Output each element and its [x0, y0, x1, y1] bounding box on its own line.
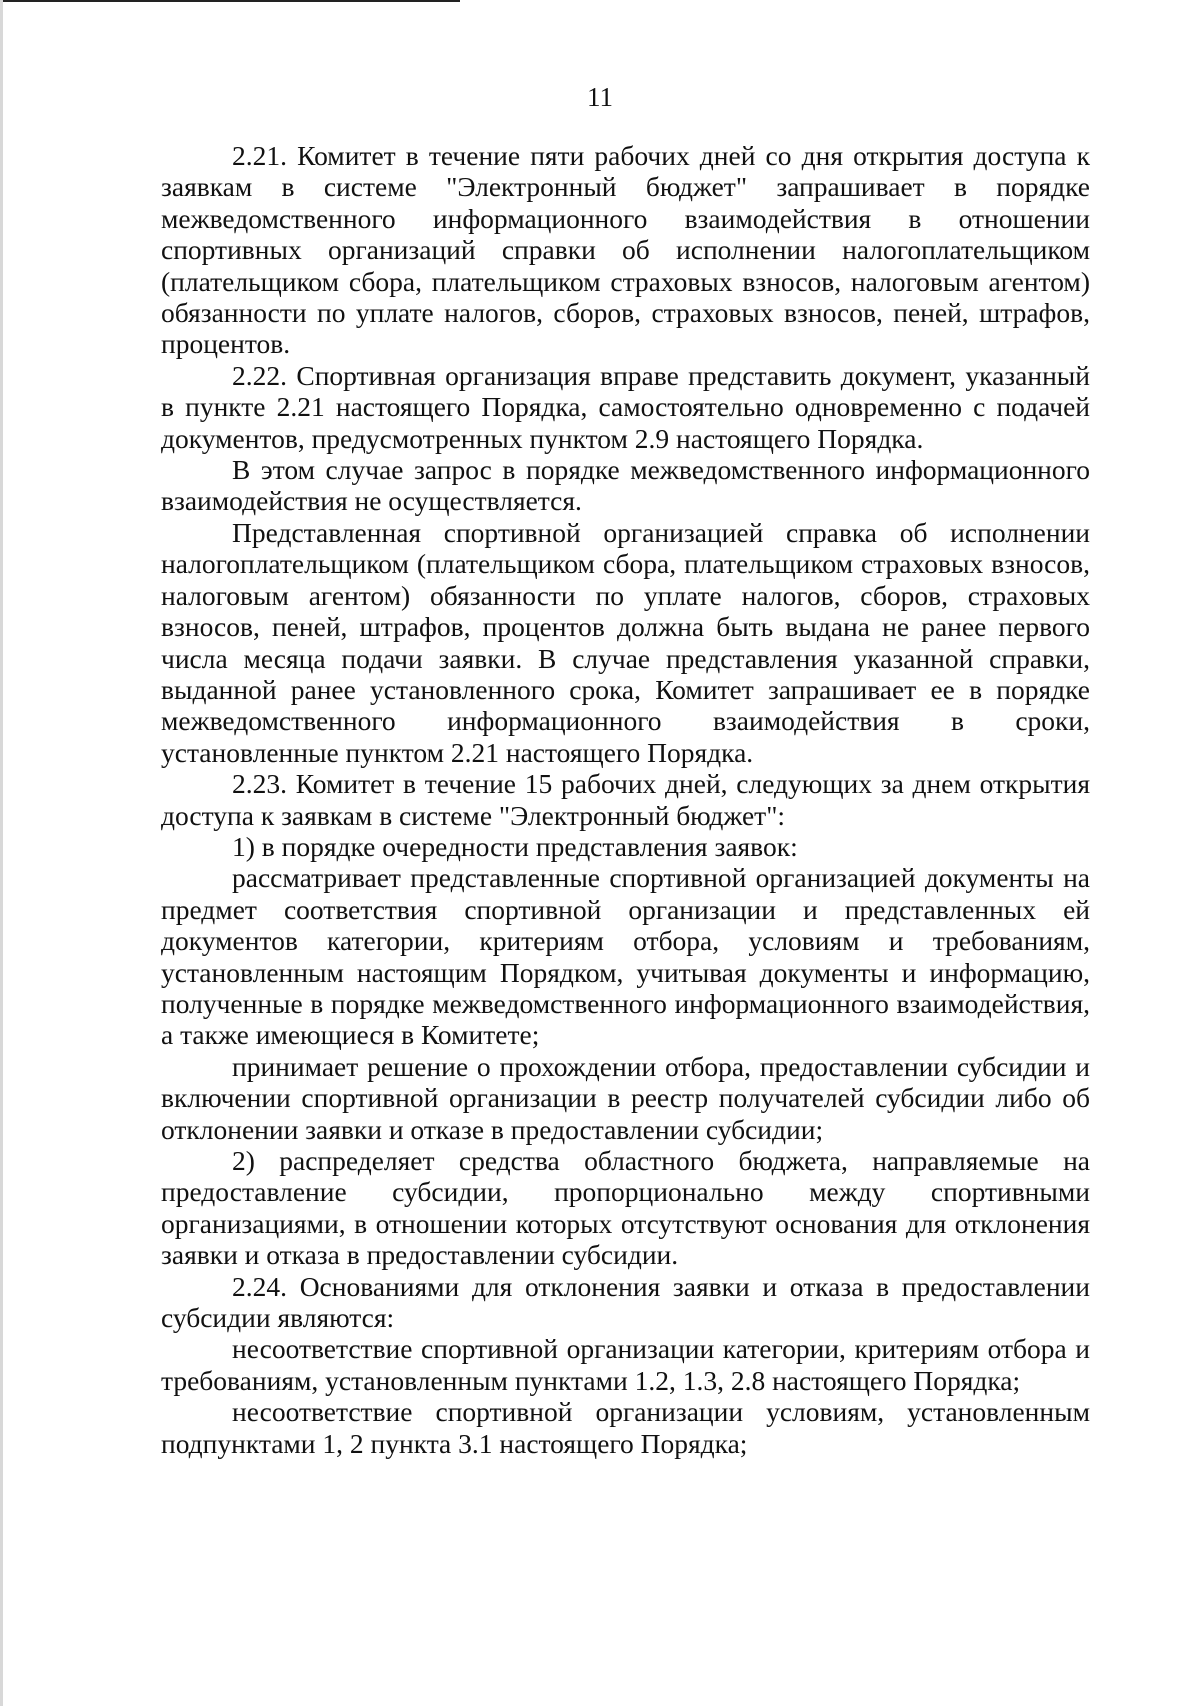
paragraph-2-24-reason-2: несоответствие спортивной организации условиям, установленным подпунктами 1, 2 пункта 3.1 настоящего Порядка; — [161, 1396, 1090, 1459]
scan-top-edge — [0, 0, 460, 2]
paragraph-2-23: 2.23. Комитет в течение 15 рабочих дней, следующих за днем открытия доступа к заявкам в системе "Электронный бюджет": — [161, 768, 1090, 831]
paragraph-reviews-documents: рассматривает представленные спортивной организацией документы на предмет соответствия спортивной организации и представленных ей документов категории, критериям отбора, условиям и требованиям, установленным настоящим Порядком, учитывая документы и информацию, полученные в порядке межведомственного информационного взаимодействия, а также имеющиеся в Комитете; — [161, 862, 1090, 1051]
paragraph-certificate: Представленная спортивной организацией справка об исполнении налогоплательщиком (плательщиком сбора, плательщиком страховых взносов, налоговым агентом) обязанности по уплате налогов, сборов, страховых взносов, пеней, штрафов, процентов должна быть выдана не ранее первого числа месяца подачи заявки. В случае представления указанной справки, выданной ранее установленного срока, Комитет запрашивает ее в порядке межведомственного информационного взаимодействия в сроки, установленные пунктом 2.21 настоящего Порядка. — [161, 516, 1090, 768]
page-number: 11 — [587, 82, 613, 112]
paragraph-2-23-item-1: 1) в порядке очередности представления заявок: — [232, 830, 798, 862]
paragraph-makes-decision: принимает решение о прохождении отбора, предоставлении субсидии и включении спортивной организации в реестр получателей субсидии либо об отклонении заявки и отказе в предоставлении субсидии; — [161, 1050, 1090, 1145]
paragraph-2-24: 2.24. Основаниями для отклонения заявки и отказа в предоставлении субсидии являются: — [161, 1270, 1090, 1334]
paragraph-2-24-reason-1: несоответствие спортивной организации категории, критериям отбора и требованиям, установленным пунктами 1.2, 1.3, 2.8 настоящего Порядка; — [161, 1333, 1090, 1396]
paragraph-2-21: 2.21. Комитет в течение пяти рабочих дней со дня открытия доступа к заявкам в системе "Электронный бюджет" запрашивает в порядке межведомственного информационного взаимодействия в отношении спортивных организаций справки об исполнении налогоплательщиком (плательщиком сбора, плательщиком страховых взносов, налоговым агентом) обязанности по уплате налогов, сборов, страховых взносов, пеней, штрафов, процентов. — [161, 140, 1090, 360]
scan-left-edge — [0, 0, 3, 1706]
paragraph-2-22-note: В этом случае запрос в порядке межведомственного информационного взаимодействия не осуществляется. — [161, 454, 1090, 517]
paragraph-2-23-item-2: 2) распределяет средства областного бюджета, направляемые на предоставление субсидии, пропорционально между спортивными организациями, в отношении которых отсутствуют основания для отклонения заявки и отказа в предоставлении субсидии. — [161, 1145, 1090, 1271]
document-body — [161, 140, 1090, 1459]
paragraph-2-22: 2.22. Спортивная организация вправе представить документ, указанный в пункте 2.21 настоящего Порядка, самостоятельно одновременно с подачей документов, предусмотренных пунктом 2.9 настоящего Порядка. — [161, 359, 1090, 454]
